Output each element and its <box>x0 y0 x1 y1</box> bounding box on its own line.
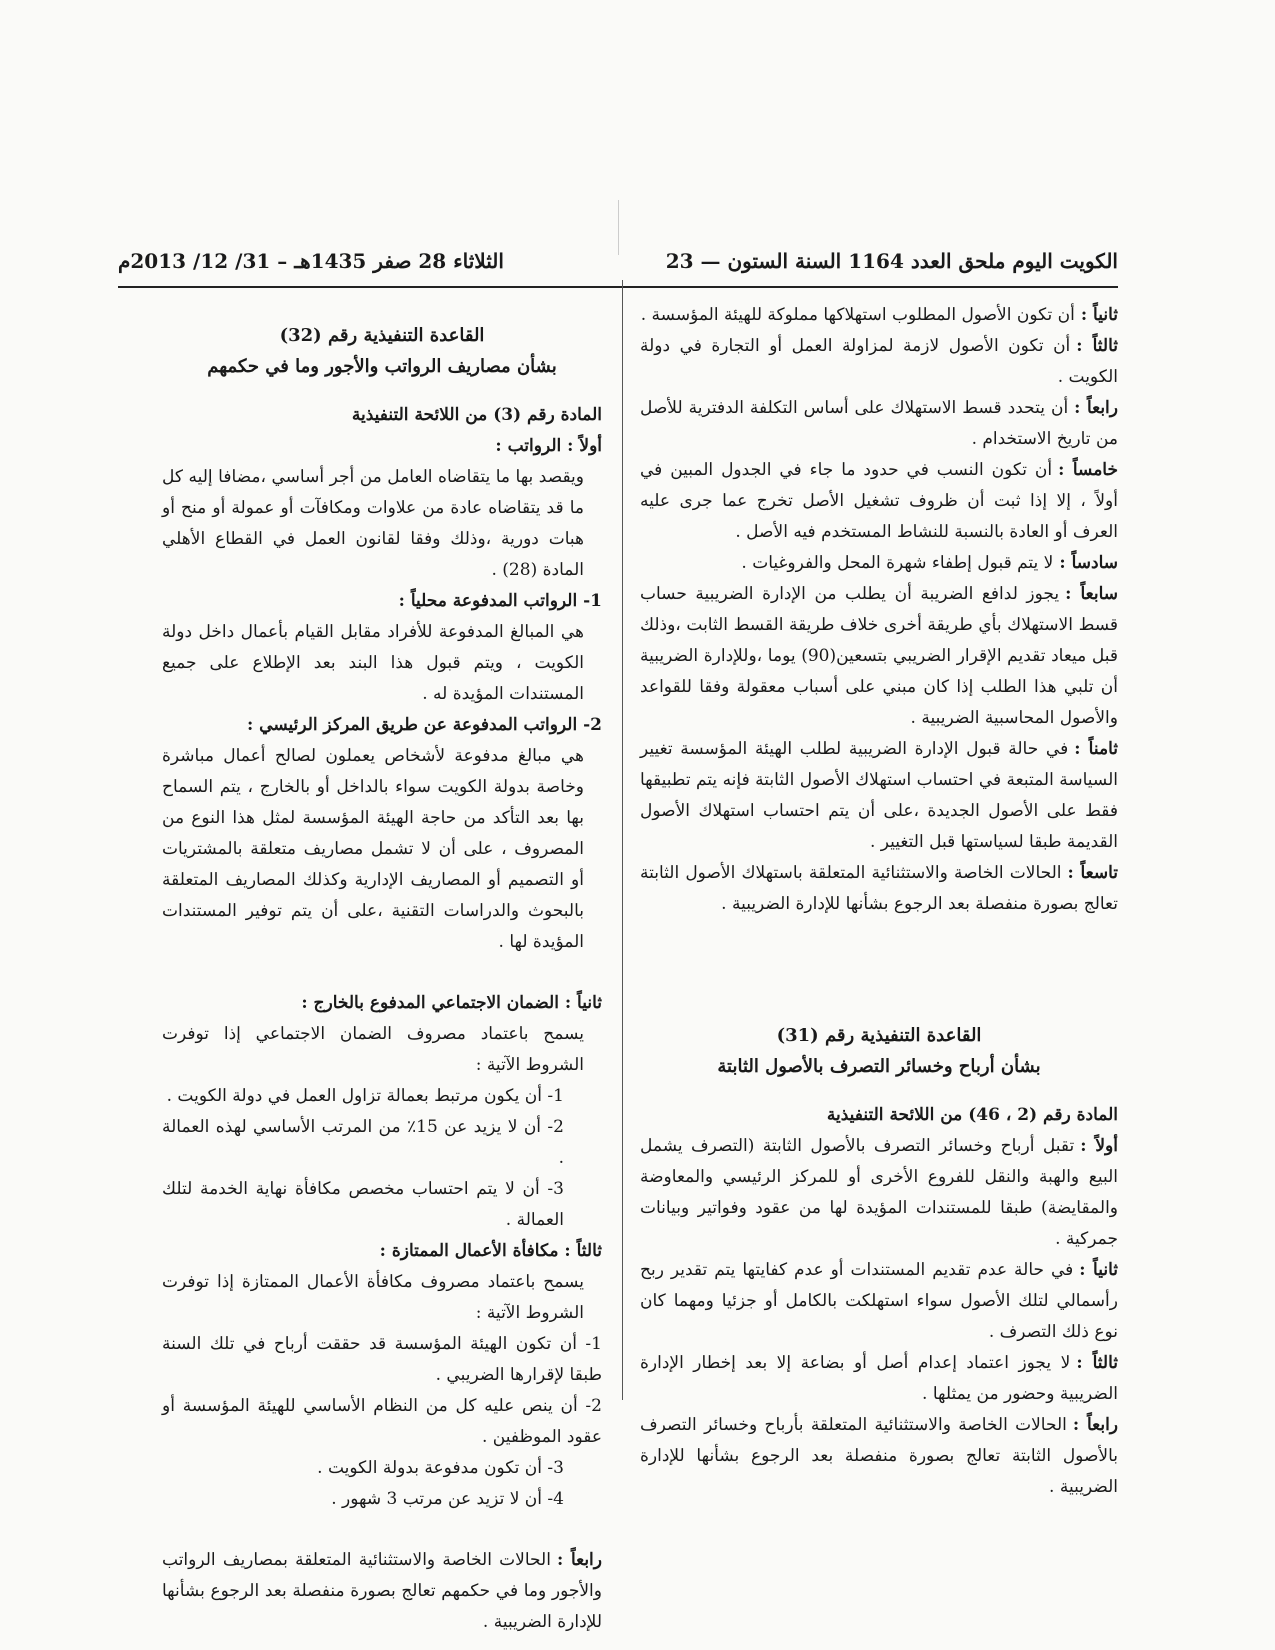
salaries-text: ويقصد بها ما يتقاضاه العامل من أجر أساسي ،مضافا إليه كل ما قد يتقاضاه عادة من علاوات ومكافآت أو عمولة أو منح أو هبات دورية ،وذلك وفقا لقانون العمل في القطاع الأهلي المادة (28) . <box>162 467 584 580</box>
item-text: في حالة قبول الإدارة الضريبية لطلب الهيئة المؤسسة تغيير السياسة المتبعة في احتساب استهلاك الأصول الثابتة فإنه يتم تطبيقها فقط على الأصول الجديدة ،على أن يتم احتساب استهلاك الأصول القديمة طبقا لسياستها قبل التغيير . <box>640 739 1118 852</box>
item-label: ثامناً : <box>1074 739 1118 759</box>
item-label: رابعاً : <box>556 1550 602 1570</box>
item-text: يجوز لدافع الضريبة أن يطلب من الإدارة الضريبية حساب قسط الاستهلاك بأي طريقة أخرى خلاف طريقة القسط الثابت ،وذلك قبل ميعاد تقديم الإقرار الضريبي بتسعين(90) يوما ،وللإدارة الضريبية أن تلبي هذا الطلب إذا كان مبني على أسباب معقولة وفقا للقواعد والأصول المحاسبية الضريبية . <box>640 584 1119 728</box>
item-label: تاسعاً : <box>1067 863 1119 883</box>
item-label: أولاً : <box>1080 1136 1118 1156</box>
item-label: ثالثاً : <box>1076 1353 1118 1373</box>
page-header <box>118 244 1118 278</box>
condition-item: 1- أن تكون الهيئة المؤسسة قد حققت أرباح في تلك السنة طبقا لإقرارها الضريبي . <box>162 1334 602 1385</box>
head-office-salaries-text: هي مبالغ مدفوعة لأشخاص يعملون لصالح أعمال مباشرة وخاصة بدولة الكويت سواء بالداخل أو بالخارج ، يتم السماح بها بعد التأكد من حاجة الهيئة المؤسسة لمثل هذا النوع من المصروف ، على أن لا تشمل مصاريف متعلقة بالمشتريات أو التصميم أو المصاريف الإدارية وكذلك المصاريف المتعلقة بالبحوث والدراسات التقنية ،على أن يتم توفير المستندات المؤيدة لها . <box>162 746 584 952</box>
rule31-article: المادة رقم (2 ، 46) من اللائحة التنفيذية <box>826 1105 1118 1125</box>
right-item <box>640 393 1118 455</box>
right-item <box>640 548 1118 579</box>
article-heading: المادة رقم (3) من اللائحة التنفيذية <box>351 405 602 425</box>
local-salaries-text: هي المبالغ المدفوعة للأفراد مقابل القيام بأعمال داخل دولة الكويت ، ويتم قبول هذا البند بعد الإطلاع على جميع المستندات المؤيدة له . <box>162 622 584 704</box>
social-security-text: يسمح باعتماد مصروف الضمان الاجتماعي إذا توفرت الشروط الآتية : <box>162 1024 584 1075</box>
item-label: رابعاً : <box>1072 1415 1118 1435</box>
social-security-heading: ثانياً : الضمان الاجتماعي المدفوع بالخارج : <box>301 993 602 1013</box>
rule31-title: القاعدة التنفيذية رقم (31) <box>776 1025 982 1046</box>
condition-item: 2- أن لا يزيد عن 15٪ من المرتب الأساسي لهذه العمالة . <box>162 1117 564 1168</box>
item-label: رابعاً : <box>1074 398 1118 418</box>
salaries-heading: أولاً : الرواتب : <box>495 436 602 456</box>
right-item <box>640 734 1118 858</box>
condition-item: 3- أن تكون مدفوعة بدولة الكويت . <box>317 1458 564 1478</box>
local-salaries-heading: 1- الرواتب المدفوعة محلياً : <box>398 591 602 611</box>
condition-item: 3- أن لا يتم احتساب مخصص مكافأة نهاية الخدمة لتلك العمالة . <box>162 1179 564 1230</box>
rule31-item <box>640 1348 1118 1410</box>
item-label: سادساً : <box>1059 553 1118 573</box>
rule31-item <box>640 1131 1118 1255</box>
right-item <box>640 331 1118 393</box>
item-label: خامساً : <box>1058 460 1118 480</box>
rule31-subtitle: بشأن أرباح وخسائر التصرف بالأصول الثابتة <box>717 1056 1041 1077</box>
item-text: الحالات الخاصة والاستثنائية المتعلقة بمصاريف الرواتب والأجور وما في حكمهم تعالج بصورة منفصلة بعد الرجوع بشأنها للإدارة الضريبية . <box>162 1550 602 1632</box>
item-label: ثانياً : <box>1079 1260 1118 1280</box>
column-divider <box>622 280 623 1400</box>
right-item <box>640 300 1118 331</box>
rule32-title: القاعدة التنفيذية رقم (32) <box>279 325 485 346</box>
bonus-heading: ثالثاً : مكافأة الأعمال الممتازة : <box>379 1241 602 1261</box>
header-date: الثلاثاء 28 صفر 1435هـ – 31/ 12/ 2013م <box>118 249 504 273</box>
item-label: ثانياً : <box>1080 305 1118 325</box>
special-cases-paragraph <box>162 1545 602 1638</box>
item-label: ثالثاً : <box>1076 336 1118 356</box>
item-text: تقبل أرباح وخسائر التصرف بالأصول الثابتة (التصرف يشمل البيع والهبة والنقل للفروع الأخرى أو للمركز الرئيسي والمعاوضة والمقايضة) طبقا للمستندات المؤيدة لها من عقود وفواتير وبيانات جمركية . <box>640 1136 1118 1249</box>
item-text: لا يجوز اعتماد إعدام أصل أو بضاعة إلا بعد إخطار الإدارة الضريبية وحضور من يمثلها . <box>640 1353 1118 1404</box>
rule31-item <box>640 1410 1118 1503</box>
item-label: سابعاً : <box>1065 584 1118 604</box>
header-rule <box>118 286 1118 288</box>
condition-item: 2- أن ينص عليه كل من النظام الأساسي للهيئة المؤسسة أو عقود الموظفين . <box>162 1396 602 1447</box>
item-text: الحالات الخاصة والاستثنائية المتعلقة بأرباح وخسائر التصرف بالأصول الثابتة تعالج بصورة منفصلة بعد الرجوع بشأنها للإدارة الضريبية . <box>640 1415 1118 1497</box>
condition-item: 4- أن لا تزيد عن مرتب 3 شهور . <box>331 1489 564 1509</box>
right-item <box>640 858 1118 920</box>
rule32-subtitle: بشأن مصاريف الرواتب والأجور وما في حكمهم <box>207 356 557 377</box>
item-text: أن يتحدد قسط الاستهلاك على أساس التكلفة الدفترية للأصل من تاريخ الاستخدام . <box>640 398 1118 449</box>
bonus-text: يسمح باعتماد مصروف مكافأة الأعمال الممتازة إذا توفرت الشروط الآتية : <box>162 1272 584 1323</box>
right-item <box>640 455 1118 548</box>
item-text: أن تكون النسب في حدود ما جاء في الجدول المبين في أولاً ، إلا إذا ثبت أن ظروف تشغيل الأصل تخرج عما جرى عليه العرف أو العادة بالنسبة للنشاط المستخدم فيه الأصل . <box>640 460 1118 542</box>
right-column <box>640 300 1118 1503</box>
item-text: لا يتم قبول إطفاء شهرة المحل والفروغيات . <box>741 553 1054 573</box>
condition-item: 1- أن يكون مرتبط بعمالة تزاول العمل في دولة الكويت . <box>166 1086 564 1106</box>
item-text: الحالات الخاصة والاستثنائية المتعلقة باستهلاك الأصول الثابتة تعالج بصورة منفصلة بعد الرجوع بشأنها للإدارة الضريبية . <box>640 863 1118 914</box>
head-office-salaries-heading: 2- الرواتب المدفوعة عن طريق المركز الرئيسي : <box>246 715 602 735</box>
right-item <box>640 579 1118 734</box>
item-text: أن تكون الأصول المطلوب استهلاكها مملوكة للهيئة المؤسسة . <box>640 305 1075 325</box>
item-text: أن تكون الأصول لازمة لمزاولة العمل أو التجارة في دولة الكويت . <box>640 336 1118 387</box>
left-column <box>162 320 602 1638</box>
header-publication: الكويت اليوم ملحق العدد 1164 السنة الستون — 23 <box>665 249 1118 273</box>
item-text: في حالة عدم تقديم المستندات أو عدم كفايتها يتم تقدير ربح رأسمالي لتلك الأصول سواء استهلكت بالكامل أو جزئيا ومهما كان نوع ذلك التصرف . <box>640 1260 1118 1342</box>
rule31-item <box>640 1255 1118 1348</box>
